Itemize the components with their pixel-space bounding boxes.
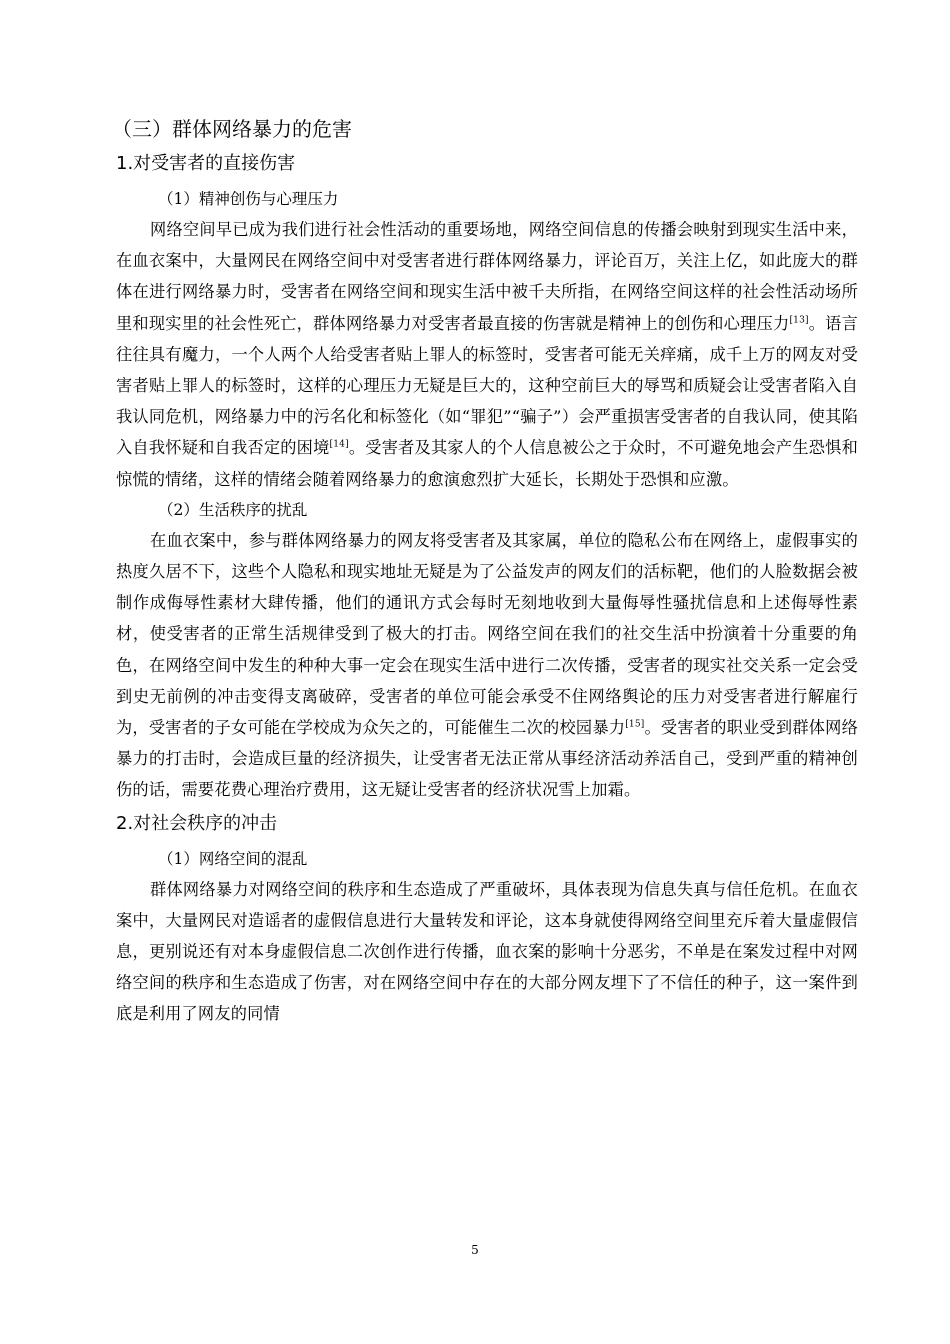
section-title: （三）群体网络暴力的危害 — [112, 117, 352, 141]
paragraph-cyberspace-chaos: 群体网络暴力对网络空间的秩序和生态造成了严重破坏，具体表现为信息失真与信任危机。在血衣案中，大量网民对造谣者的虚假信息进行大量转发和评论，这本身就使得网络空间里充斥着大量虚假信息，更别说还有对本身虚假信息二次创作进行传播，血衣案的影响十分恶劣，不单是在案发过程中对网络空间的秩序和生态造成了伤害，对在网络空间中存在的大部分网友埋下了不信任的种子，这一案件到底是利用了网友的同情 — [116, 879, 858, 1024]
citation-ref-13: [13] — [789, 315, 809, 326]
page-body — [112, 114, 858, 1030]
paragraph-text: 。语言往往具有魔力，一个人两个人给受害者贴上罪人的标签时，受害者可能无关痒痛，成千上万的网友对受害者贴上罪人的标签时，这样的心理压力无疑是巨大的，这种空前巨大的辱骂和质疑会让受害者陷入自我认同危机，网络暴力中的污名化和标签化（如“罪犯”“骗子”）会严重损害受害者的自我认同，使其陷入自我怀疑和自我否定的困境 — [116, 313, 858, 458]
paragraph-text: 。受害者的职业受到群体网络暴力的打击时，会造成巨量的经济损失，让受害者无法正常从事经济活动养活自己，受到严重的精神创伤的话，需要花费心理治疗费用，这无疑让受害者的经济状况雪上加霜。 — [116, 718, 858, 800]
citation-ref-14: [14] — [329, 440, 349, 451]
item-title-life-disruption: （2）生活秩序的扰乱 — [158, 500, 308, 519]
subsection-title-2: 2.对社会秩序的冲击 — [116, 812, 278, 834]
paragraph-text: 网络空间早已成为我们进行社会性活动的重要场地，网络空间信息的传播会映射到现实生活中来，在血衣案中，大量网民在网络空间中对受害者进行群体网络暴力，评论百万，关注上亿，如此庞大的群体在进行网络暴力时，受害者在网络空间和现实生活中被千夫所指，在网络空间这样的社会性活动场所里和现实里的社会性死亡，群体网络暴力对受害者最直接的伤害就是精神上的创伤和心理压力 — [116, 220, 858, 333]
paragraph-text: 。受害者及其家人的个人信息被公之于众时，不可避免地会产生恐惧和惊慌的情绪，这样的情绪会随着网络暴力的愈演愈烈扩大延长，长期处于恐惧和应激。 — [116, 438, 858, 489]
paragraph-mental-trauma — [116, 214, 858, 495]
citation-ref-15: [15] — [625, 719, 645, 730]
item-title-mental-trauma: （1）精神创伤与心理压力 — [158, 190, 339, 208]
item-title-cyberspace-chaos: （1）网络空间的混乱 — [158, 849, 308, 868]
subsection-title-1: 1.对受害者的直接伤害 — [116, 153, 296, 174]
paragraph-text: 在血衣案中，参与群体网络暴力的网友将受害者及其家属，单位的隐私公布在网络上，虚假事实的热度久居不下，这些个人隐私和现实地址无疑是为了公益发声的网友们的活标靶，他们的人脸数据会被制作成侮辱性素材大肆传播，他们的通讯方式会每时无刻地收到大量侮辱性骚扰信息和上述侮辱性素材，使受害者的正常生活规律受到了极大的打击。网络空间在我们的社交生活中扮演着十分重要的角色，在网络空间中发生的种种大事一定会在现实生活中进行二次传播，受害者的现实社交关系一定会受到史无前例的冲击变得支离破碎，受害者的单位可能会承受不住网络舆论的压力对受害者进行解雇行为，受害者的子女可能在学校成为众矢之的，可能催生二次的校园暴力 — [116, 530, 858, 738]
paragraph-life-disruption — [116, 525, 858, 806]
page-number: 5 — [471, 1243, 479, 1257]
